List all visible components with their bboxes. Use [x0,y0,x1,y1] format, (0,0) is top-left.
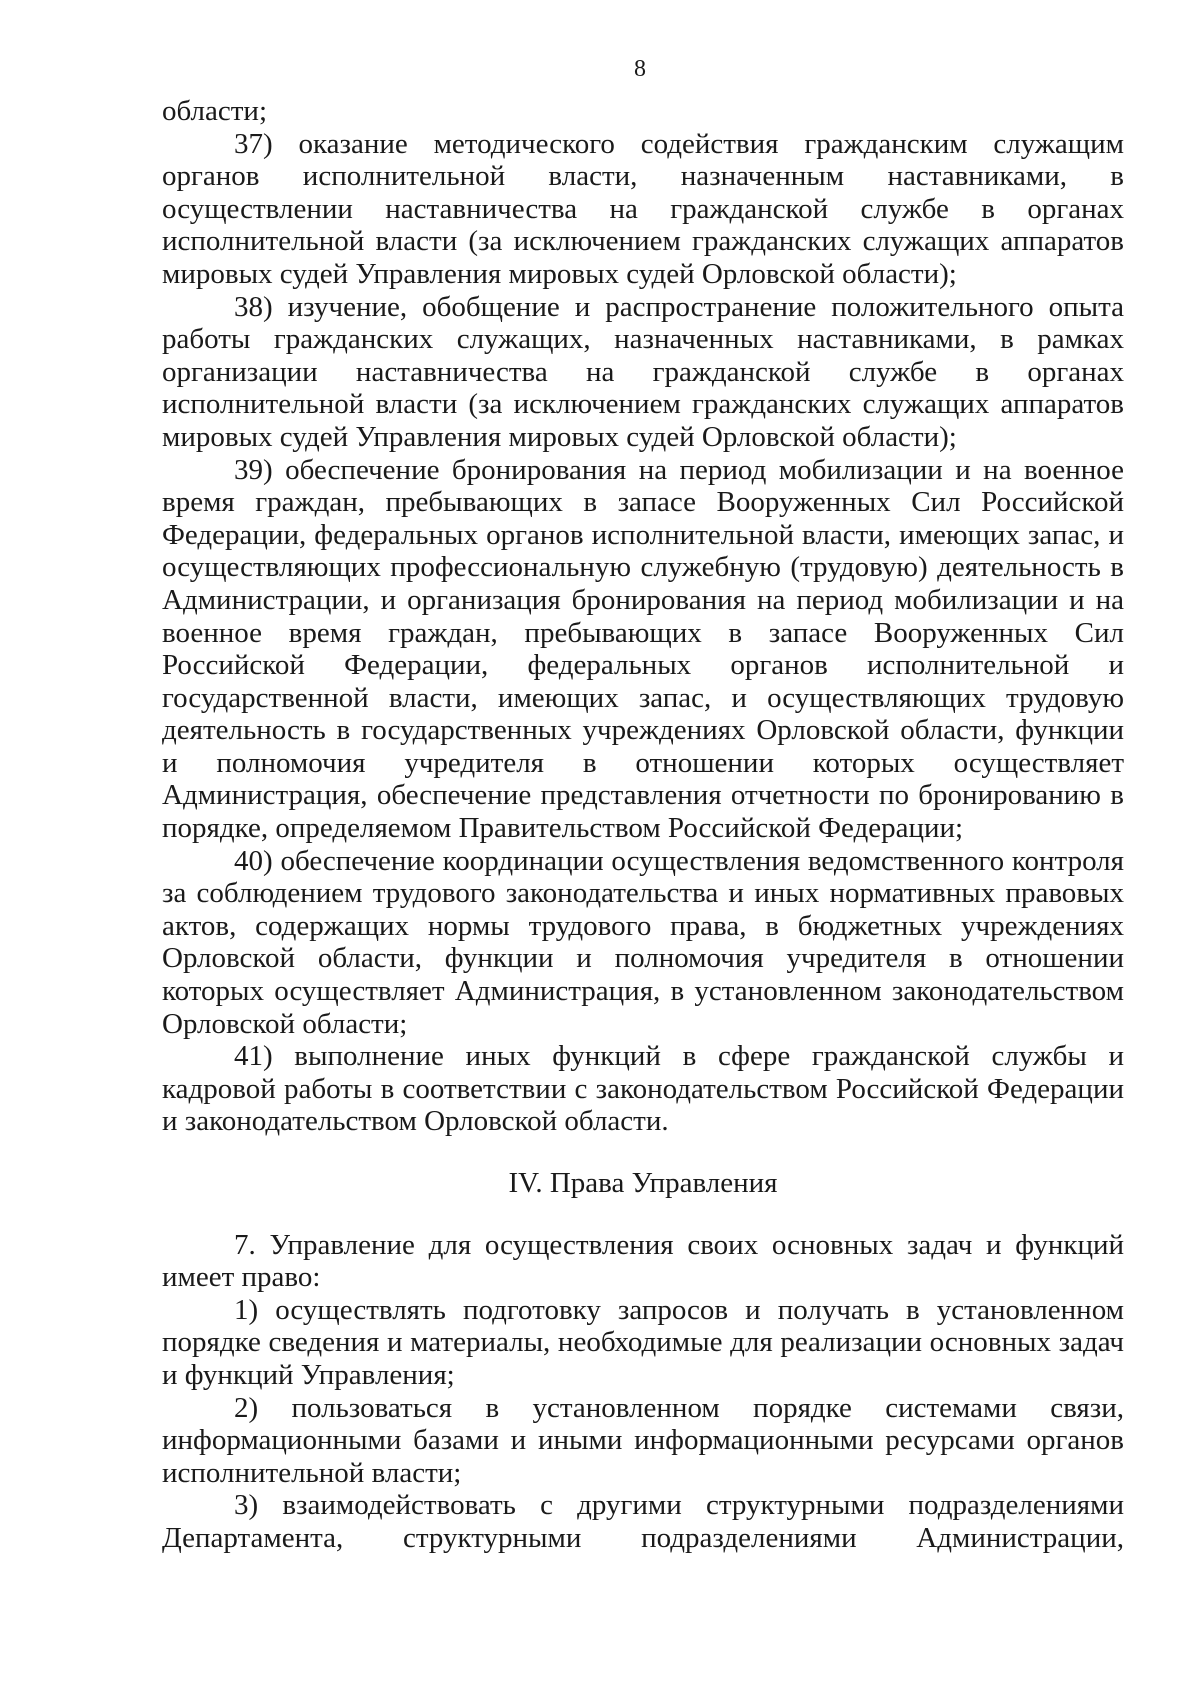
paragraph-right-1: 1) осуществлять подготовку запросов и получать в установленном порядке сведения и материалы, необходимые для реализации основных задач и функций Управления; [162,1293,1124,1391]
paragraph-right-2: 2) пользоваться в установленном порядке системами связи, информационными базами и иными информационными ресурсами органов исполнительной власти; [162,1391,1124,1489]
paragraph-item-41: 41) выполнение иных функций в сфере гражданской службы и кадровой работы в соответствии с законодательством Российской Федерации и законодательством Орловской области. [162,1040,1124,1138]
paragraph-continuation: области; [162,95,267,127]
paragraph-item-37: 37) оказание методического содействия гражданским служащим органов исполнительной власти, назначенным наставниками, в осуществлении наставничества на гражданской службе в органах исполнительной власти (за исключением гражданских служащих аппаратов мировых судей Управления мировых судей Орловской области); [162,127,1124,290]
paragraph-item-39: 39) обеспечение бронирования на период мобилизации и на военное время граждан, пребывающих в запасе Вооруженных Сил Российской Федерации, федеральных органов исполнительной власти, имеющих запас, и осуществляющих профессиональную служебную (трудовую) деятельность в Администрации, и организация бронирования на период мобилизации и на военное время граждан, пребывающих в запасе Вооруженных Сил Российской Федерации, федеральных органов исполнительной и государственной власти, имеющих запас, и осуществляющих трудовую деятельность в государственных учреждениях Орловской области, функции и полномочия учредителя в отношении которых осуществляет Администрация, обеспечение представления отчетности по бронированию в порядке, определяемом Правительством Российской Федерации; [162,453,1124,845]
document-body [162,95,1124,1555]
paragraph-item-40: 40) обеспечение координации осуществления ведомственного контроля за соблюдением трудового законодательства и иных нормативных правовых актов, содержащих нормы трудового права, в бюджетных учреждениях Орловской области, функции и полномочия учредителя в отношении которых осуществляет Администрация, в установленном законодательством Орловской области; [162,844,1124,1040]
paragraph-clause-7: 7. Управление для осуществления своих основных задач и функций имеет право: [162,1228,1124,1294]
paragraph-right-3: 3) взаимодействовать с другими структурными подразделениями Департамента, структурными подразделениями Администрации, [162,1489,1124,1554]
paragraph-item-38: 38) изучение, обобщение и распространение положительного опыта работы гражданских служащих, назначенных наставниками, в рамках организации наставничества на гражданской службе в органах исполнительной власти (за исключением гражданских служащих аппаратов мировых судей Управления мировых судей Орловской области); [162,290,1124,453]
section-heading: IV. Права Управления [508,1167,778,1199]
page-number: 8 [634,56,646,82]
